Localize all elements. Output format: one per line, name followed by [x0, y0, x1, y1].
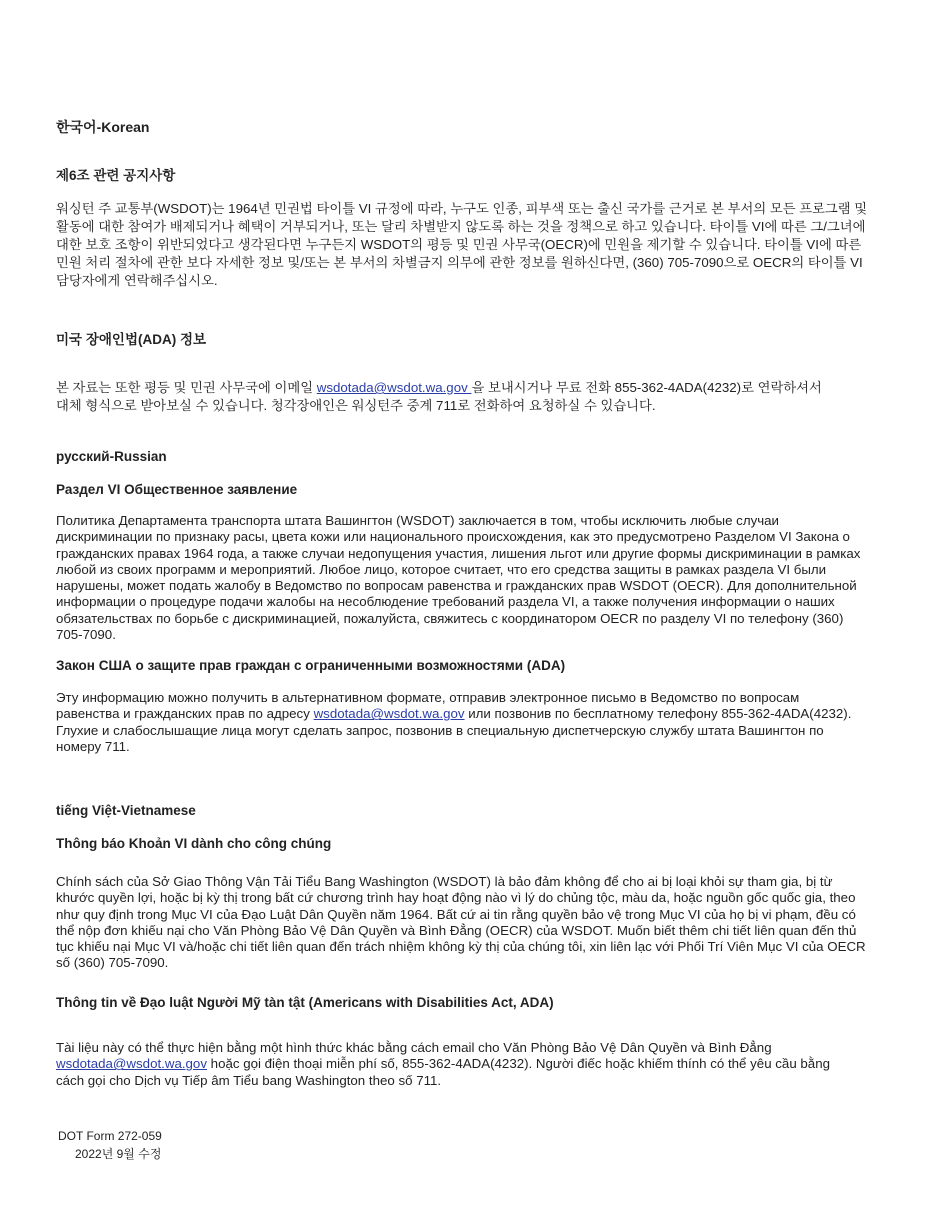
russian-title6-body: Политика Департамента транспорта штата Вашингтон (WSDOT) заключается в том, чтобы исключить любые случаи дискриминации по признаку расы, цвета кожи или национального происхождения, как это предусмотрено Разделом VI Закона о гражданских правах 1964 года, а также случаи недопущения участия, лишения льгот или другие формы дискриминации в рамках любой из своих программ и мероприятий. Любое лицо, которое считает, что его средства защиты в рамках раздела VI были нарушены, может подать жалобу в Ведомство по вопросам равенства и гражданских прав WSDOT (OECR). Для дополнительной информации о процедуре подачи жалобы на несоблюдение требований раздела VI, а также получения информации о наших обязательствах по борьбе с дискриминацией, пожалуйста, свяжитесь с координатором OECR по разделу VI по телефону (360) 705-7090. [56, 513, 861, 643]
vietnamese-title6-heading: Thông báo Khoản VI dành cho công chúng [56, 836, 332, 851]
korean-ada-text-post: 을 보내시거나 무료 전화 855-362-4ADA(4232)로 연락하셔서 대체 형식으로 받아보실 수 있습니다. 청각장애인은 워싱턴주 중계 711로 전화하여 요청하실 수 있습니다. [56, 380, 822, 413]
russian-title6-heading: Раздел VI Общественное заявление [56, 482, 298, 497]
korean-ada-heading: 미국 장애인법(ADA) 정보 [56, 332, 207, 347]
korean-title6-body: 워싱턴 주 교통부(WSDOT)는 1964년 민권법 타이틀 VI 규정에 따라, 누구도 인종, 피부색 또는 출신 국가를 근거로 본 부서의 모든 프로그램 및 활동에 대한 참여가 배제되거나 혜택이 거부되거나, 또는 달리 차별받지 않도록 하는 것을 정책으로 하고 있습니다. 타이틀 VI에 따른 그/그녀에 대한 보호 조항이 위반되었다고 생각된다면 누구든지 WSDOT의 평등 및 민권 사무국(OECR)에 민원을 제기할 수 있습니다. 타이틀 VI에 따른 민원 처리 절차에 관한 보다 자세한 정보 및/또는 본 부서의 차별금지 의무에 관한 정보를 원하신다면, (360) 705-7090으로 OECR의 타이틀 VI 담당자에게 연락해주십시오. [56, 201, 868, 288]
korean-ada-body [56, 379, 836, 415]
footer-revision-date: 2022년 9월 수정 [75, 1147, 162, 1161]
russian-ada-body [56, 690, 856, 755]
korean-ada-email-link[interactable]: wsdotada@wsdot.wa.gov [316, 380, 472, 395]
footer-form-number: DOT Form 272-059 [58, 1129, 162, 1143]
russian-ada-text-pre: Эту информацию можно получить в альтернативном формате, отправив электронное письмо в Ведомство по вопросам равенства и гражданских прав по адресу [56, 690, 800, 722]
vietnamese-ada-text-post: hoặc gọi điện thoại miễn phí số, 855-362-4ADA(4232). Người điếc hoặc khiếm thính có thể yêu cầu bằng cách gọi cho Dịch vụ Tiếp âm Tiểu bang Washington theo số 711. [56, 1056, 830, 1088]
korean-title6-heading: 제6조 관련 공지사항 [56, 168, 176, 183]
russian-language-heading: русский-Russian [56, 449, 167, 464]
vietnamese-language-heading: tiếng Việt-Vietnamese [56, 803, 196, 818]
russian-ada-text-post: или позвонив по бесплатному телефону 855-362-4ADA(4232). Глухие и слабослышащие лица могут сделать запрос, позвонив в специальную диспетчерскую службу штата Вашингтон по номеру 711. [56, 706, 852, 754]
vietnamese-ada-heading: Thông tin về Đạo luật Người Mỹ tàn tật (Americans with Disabilities Act, ADA) [56, 995, 554, 1010]
korean-ada-text-pre: 본 자료는 또한 평등 및 민권 사무국에 이메일 [56, 380, 317, 395]
vietnamese-ada-body [56, 1040, 846, 1089]
korean-language-heading: 한국어-Korean [56, 119, 150, 135]
russian-ada-heading: Закон США о защите прав граждан с ограниченными возможностями (ADA) [56, 658, 566, 673]
vietnamese-ada-email-link[interactable]: wsdotada@wsdot.wa.gov [56, 1056, 207, 1072]
vietnamese-title6-body: Chính sách của Sở Giao Thông Vận Tải Tiểu Bang Washington (WSDOT) là bảo đảm không để cho ai bị loại khỏi sự tham gia, bị từ khước quyền lợi, hoặc bị kỳ thị trong bất cứ chương trình hay hoạt động nào vì lý do chủng tộc, màu da, hoặc nguồn gốc quốc gia, theo như quy định trong Mục VI của Đạo Luật Dân Quyền năm 1964. Bất cứ ai tin rằng quyền bảo vệ trong Mục VI của họ bị vi phạm, đều có thể nộp đơn khiếu nại cho Văn Phòng Bảo Vệ Dân Quyền và Bình Đẳng (OECR) của WSDOT. Muốn biết thêm chi tiết liên quan đến thủ tục khiếu nại Mục VI và/hoặc chi tiết liên quan đến trách nhiệm không kỳ thị của chúng tôi, xin liên lạc với Phối Trí Viên Mục VI của OECR số (360) 705-7090. [56, 874, 866, 971]
russian-ada-email-link[interactable]: wsdotada@wsdot.wa.gov [313, 706, 465, 722]
vietnamese-ada-text-pre: Tài liệu này có thể thực hiện bằng một hình thức khác bằng cách email cho Văn Phòng Bảo Vệ Dân Quyền và Bình Đẳng [56, 1040, 772, 1055]
